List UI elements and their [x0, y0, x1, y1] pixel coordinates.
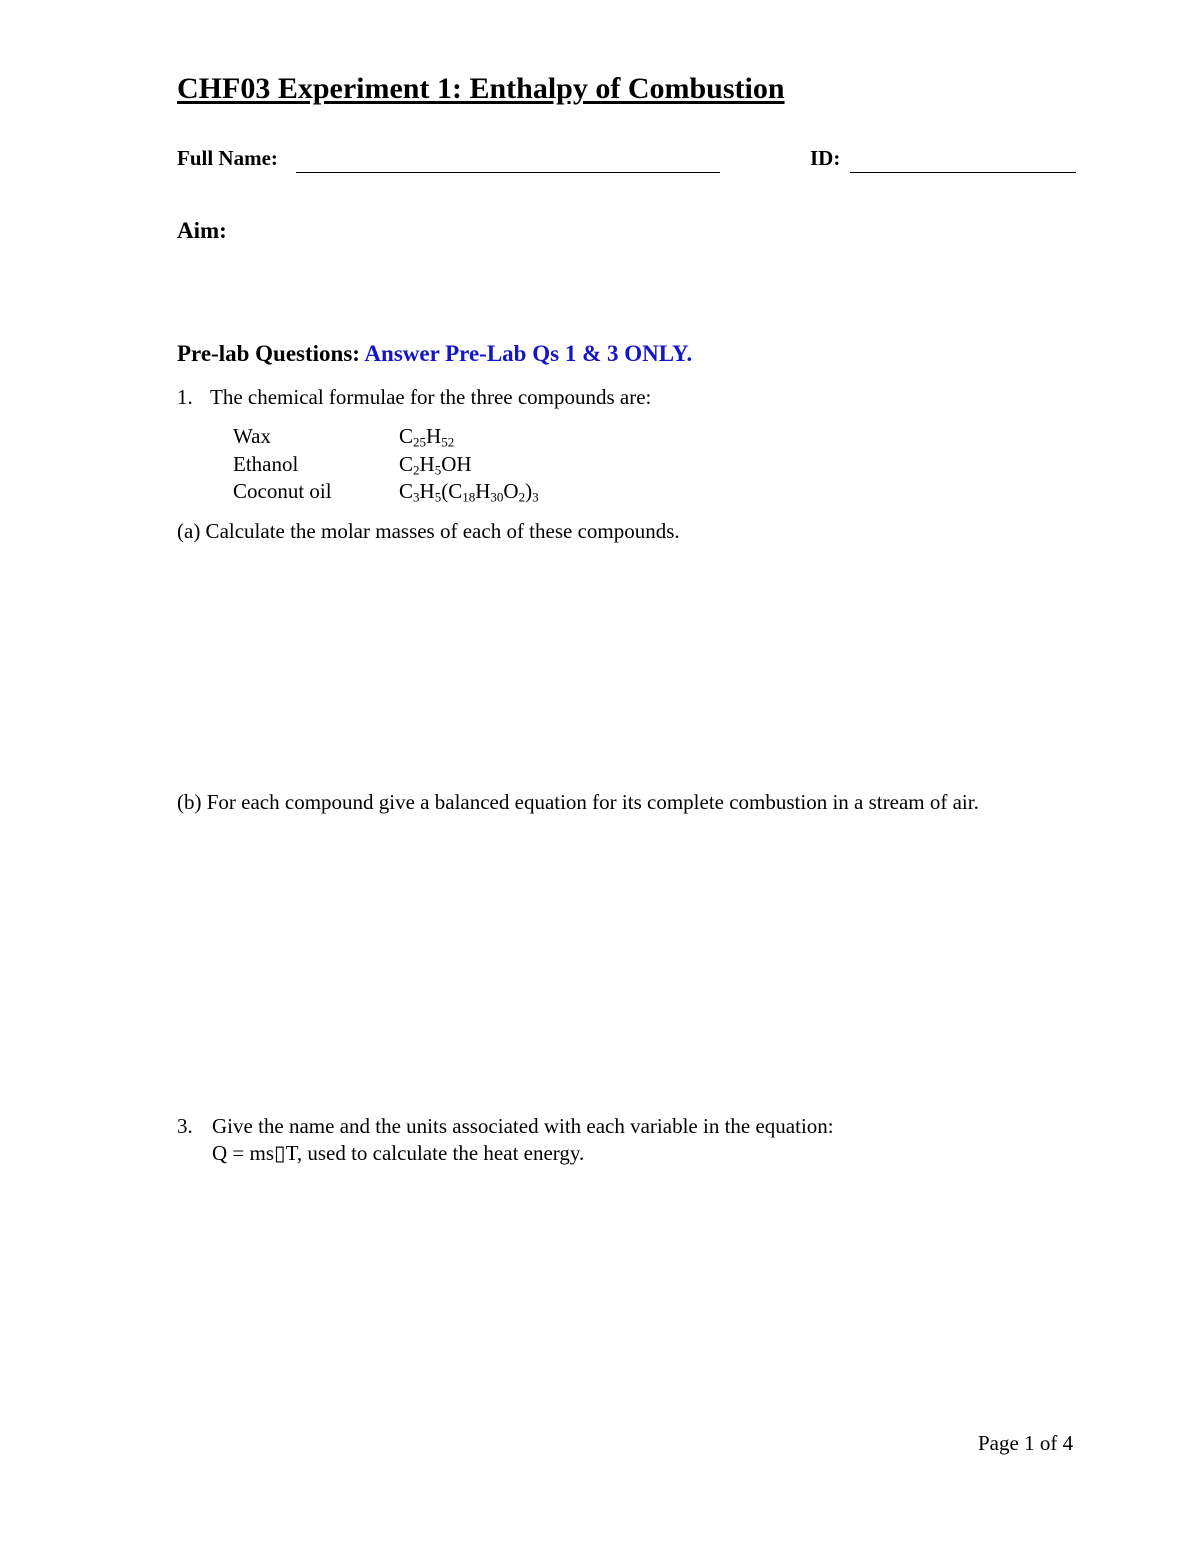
aim-heading: Aim:	[177, 218, 227, 243]
page-number: Page 1 of 4	[978, 1431, 1074, 1455]
q3-number: 3.	[177, 1114, 193, 1138]
compound-formula: $C_3H_5(C_{18}H_{30}O_2)_3$	[399, 479, 539, 505]
q1-part-a: (a) Calculate the molar masses of each of these compounds.	[177, 519, 680, 543]
q1-number: 1.	[177, 385, 193, 409]
compound-formula: $C_{25}H_{52}$	[399, 424, 455, 450]
compound-name: Ethanol	[233, 452, 299, 476]
compound-name: Wax	[233, 424, 271, 448]
q3-line2: Q = ms▯T, used to calculate the heat energy.	[212, 1141, 585, 1165]
full-name-blank[interactable]	[296, 172, 720, 173]
q1-part-b: (b) For each compound give a balanced equation for its complete combustion in a stream of air.	[177, 790, 979, 814]
page-title: CHF03 Experiment 1: Enthalpy of Combustion	[177, 72, 785, 105]
id-blank[interactable]	[850, 172, 1076, 173]
q1-text: The chemical formulae for the three compounds are:	[210, 385, 652, 409]
q3-line1: Give the name and the units associated with each variable in the equation:	[212, 1114, 834, 1138]
full-name-label: Full Name:	[177, 146, 278, 170]
compound-name: Coconut oil	[233, 479, 332, 503]
prelab-instruction: Answer Pre-Lab Qs 1 & 3 ONLY.	[364, 341, 693, 366]
prelab-heading	[177, 341, 692, 367]
id-label: ID:	[810, 146, 841, 170]
prelab-label: Pre-lab Questions:	[177, 341, 360, 366]
compound-formula: $C_2H_5OH$	[399, 452, 472, 478]
